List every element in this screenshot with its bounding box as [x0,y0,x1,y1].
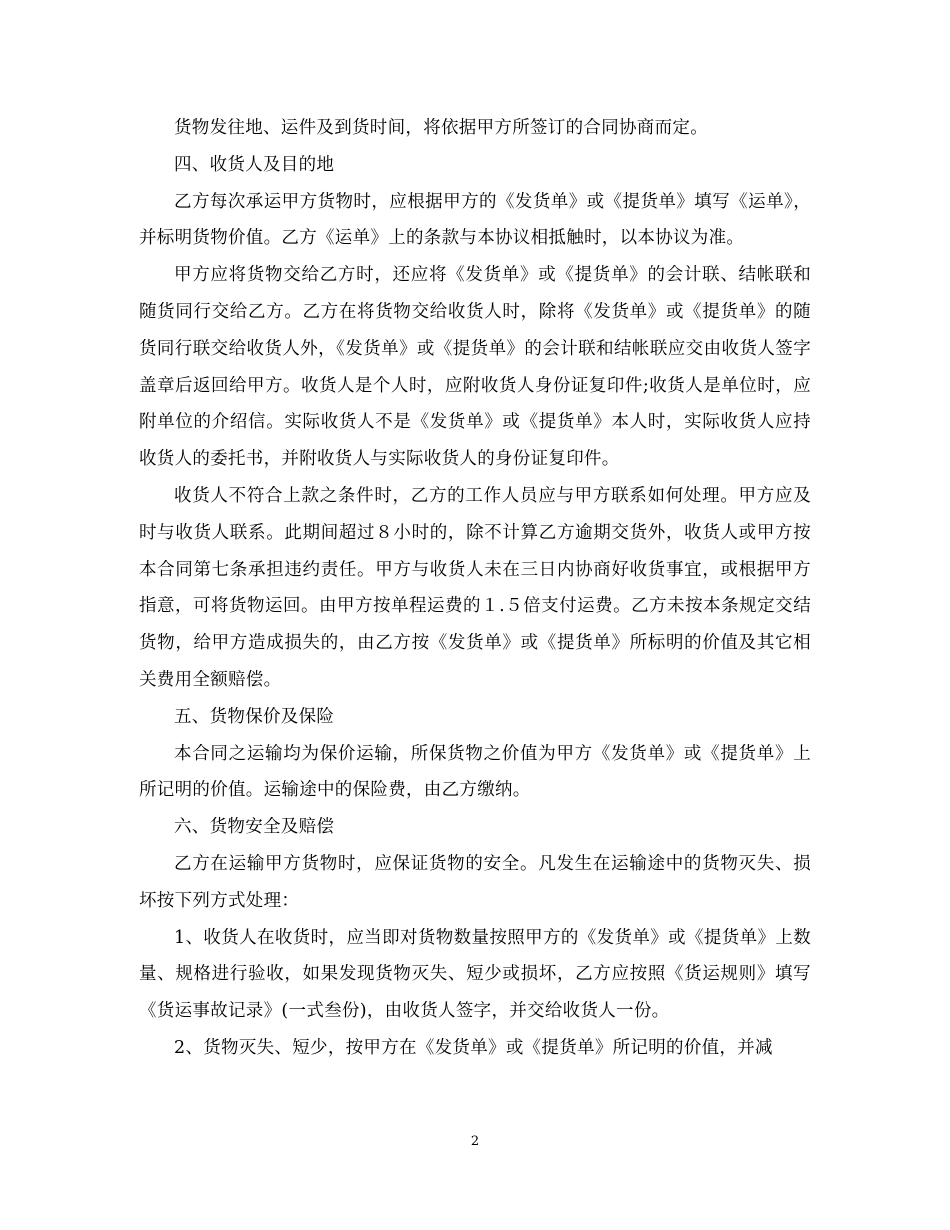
document-body [139,110,811,1067]
paragraph-safety: 乙方在运输甲方货物时，应保证货物的安全。凡发生在运输途中的货物灭失、损坏按下列方式处理： [139,853,811,911]
list-item-inspection: 1、收货人在收货时，应当即对货物数量按照甲方的《发货单》或《提货单》上数量、规格进行验收，如果发现货物灭失、短少或损坏，乙方应按照《货运规则》填写《货运事故记录》(一式叁份)，由收货人签字，并交给收货人一份。 [139,927,811,1022]
list-item-loss: 2、货物灭失、短少，按甲方在《发货单》或《提货单》所记明的价值，并减 [174,1037,773,1058]
heading-insurance: 五、货物保价及保险 [174,706,335,727]
paragraph-delivery-time: 货物发往地、运件及到货时间，将依据甲方所签订的合同协商而定。 [174,118,708,138]
page-number: 2 [470,1134,480,1149]
heading-safety-compensation: 六、货物安全及赔偿 [174,817,335,838]
paragraph-insured-value: 本合同之运输均为保价运输，所保货物之价值为甲方《发货单》或《提货单》上所记明的价值。运输途中的保险费，由乙方缴纳。 [139,743,811,801]
paragraph-consignee-conditions: 收货人不符合上款之条件时，乙方的工作人员应与甲方联系如何处理。甲方应及时与收货人联系。此期间超过８小时的，除不计算乙方逾期交货外，收货人或甲方按本合同第七条承担违约责任。甲方与收货人未在三日内协商好收货事宜，或根据甲方指意，可将货物运回。由甲方按单程运费的１.５倍支付运费。乙方未按本条规定交结货物，给甲方造成损失的，由乙方按《发货单》或《提货单》所标明的价值及其它相关费用全额赔偿。 [139,485,811,690]
heading-consignee-destination: 四、收货人及目的地 [174,154,335,175]
paragraph-waybill: 乙方每次承运甲方货物时，应根据甲方的《发货单》或《提货单》填写《运单》，并标明货物价值。乙方《运单》上的条款与本协议相抵触时，以本协议为准。 [139,191,811,249]
paragraph-documents-handover: 甲方应将货物交给乙方时，还应将《发货单》或《提货单》的会计联、结帐联和随货同行交给乙方。乙方在将货物交给收货人时，除将《发货单》或《提货单》的随货同行联交给收货人外，《发货单》或《提货单》的会计联和结帐联应交由收货人签字盖章后返回给甲方。收货人是个人时，应附收货人身份证复印件;收货人是单位时，应附单位的介绍信。实际收货人不是《发货单》或《提货单》本人时，实际收货人应持收货人的委托书，并附收货人与实际收货人的身份证复印件。 [139,265,811,470]
